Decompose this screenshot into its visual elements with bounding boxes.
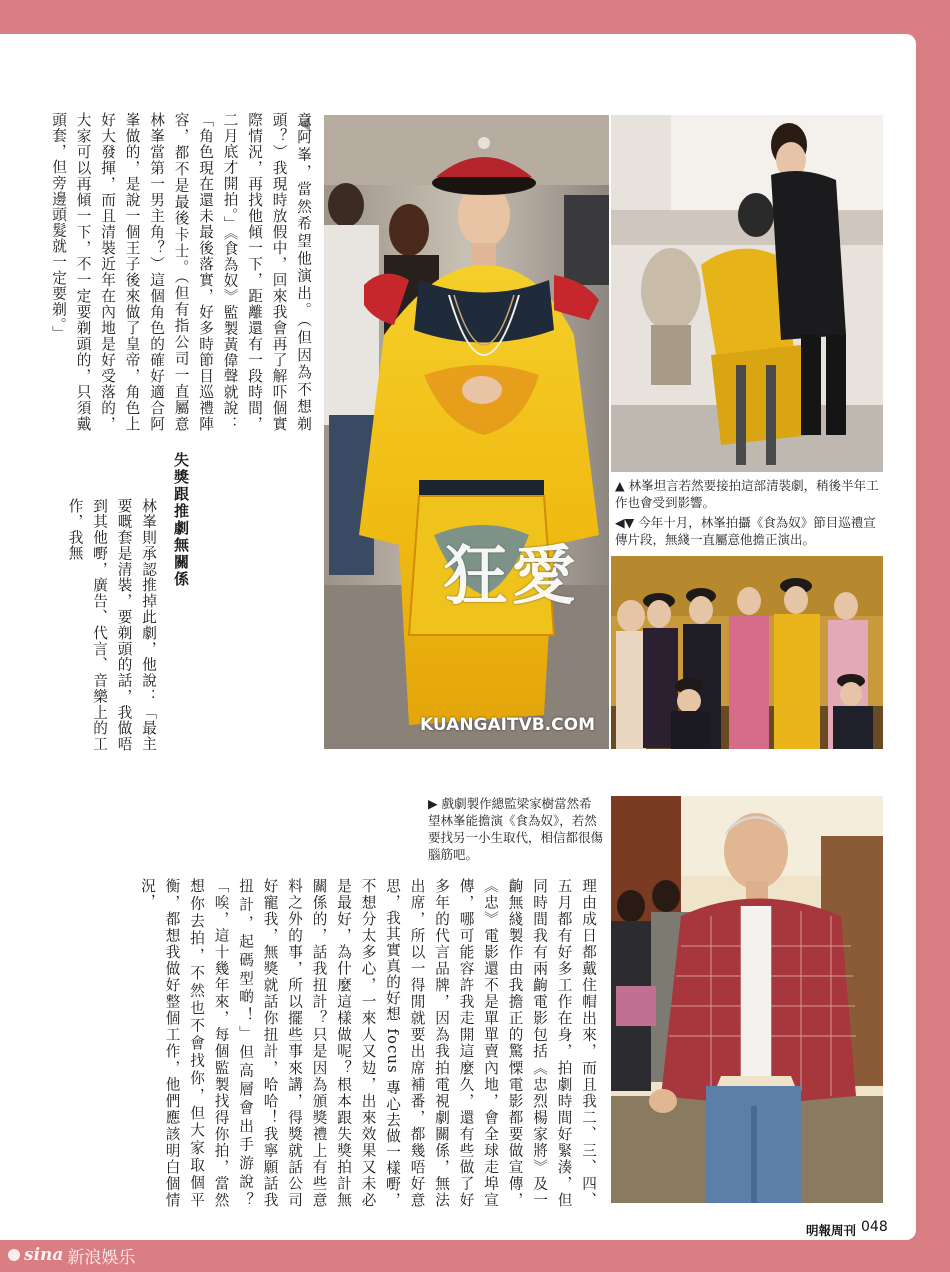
caption-event: ◀▼ 今年十月，林峯拍攝《食為奴》節目巡禮宣傳片段，無綫一直屬意他擔正演出。 (615, 515, 876, 547)
article-body-top-continued (60, 498, 160, 752)
article-paragraph-top: 意阿峯，當然希望他演出。（但因為不想剃頭？）我現時放假中，回來我會再了解吓個實際情況，再找他傾一下，距離還有一段時間，二月底才開拍。」《食為奴》監製黃偉聲就說：「角色現在還未最後落實，好多時節目巡禮陣容，都不是最後卡士。（但有指公司一直屬意林峯當第一男主角？）這個角色的確好適合阿峯做的，是說一個王子後來做了皇帝，角色上好大發揮，而且清裝近年在內地是好受落的，大家可以再傾一下，不一定要剃頭的，只須戴頭套，但旁邊頭髮就一定要剃。」 (50, 112, 312, 432)
event-cast-photo (611, 556, 883, 749)
article-paragraph-bottom: 理由成日都戴住帽出來，而且我二、三、四、五月都有好多工作在身，拍劇時間好緊湊，但同時間我有兩齣電影包括《忠烈楊家將》及一齣無綫製作由我擔正的驚慄電影都要做宣傳，《忠》電影還不是單單賣內地，會全球走埠宣傳，哪可能容許我走開這麼久，還有些做了好多年的代言品牌，因為我拍電視劇關係，無法出席，所以一得閒就要出席補番，都幾唔好意思，我其實真的好想 focus 專心去做一樣嘢，不想分太多心，一來人又攰，出來效果又未必是最好，為什麼這樣做呢？根本跟失獎拍計無關係的，話我扭計？只是因為頒獎禮上有些意料之外的事，所以擺些事來講，得獎就話公司好寵我，無獎就話你扭計，哈哈！我寧願話我扭計，起碼型啲！」但高層會出手游說？「唉，這十幾年來，每個監製找得你拍，當然想你去拍，不然也不會找你，但大家取個平衡，都想我做好整個工作，他們應該明白個情況， (139, 878, 597, 1208)
caption-producer: ▶ 戲劇製作總監梁家樹當然希望林峯能擔演《食為奴》，若然要找另一小生取代，相信都很傷腦筋吧。 (428, 796, 604, 862)
sina-logo-text: sina (24, 1245, 64, 1265)
article-body-bottom (60, 878, 600, 1208)
article-body-top (50, 112, 315, 432)
watermark-logo (424, 525, 599, 617)
watermark-main: 狂愛 (443, 539, 580, 614)
caption-makeup: ▲ 林峯坦言若然要接拍這部清裝劇，稍後半年工作也會受到影響。 (615, 478, 879, 510)
sina-eye-icon (8, 1249, 20, 1261)
page-number: 048 (861, 1219, 888, 1235)
sina-ent-text: 新浪娛乐 (67, 1247, 136, 1268)
producer-photo (611, 796, 883, 1203)
watermark-url: KUANGAITVB.COM (420, 715, 595, 735)
subheading: 失獎跟推劇無關係 (172, 452, 190, 588)
magazine-name: 明報周刊 (806, 1223, 857, 1238)
sina-logo (8, 1243, 135, 1267)
makeup-room-photo (611, 115, 883, 472)
article-paragraph-sub: 林峯則承認推掉此劇，他說：「最主要嘅套是清裝，要剃頭的話，我做唔到其他嘢，廣告、代言、音樂上的工作，我無 (66, 498, 157, 752)
emperor-costume-photo (324, 115, 609, 749)
